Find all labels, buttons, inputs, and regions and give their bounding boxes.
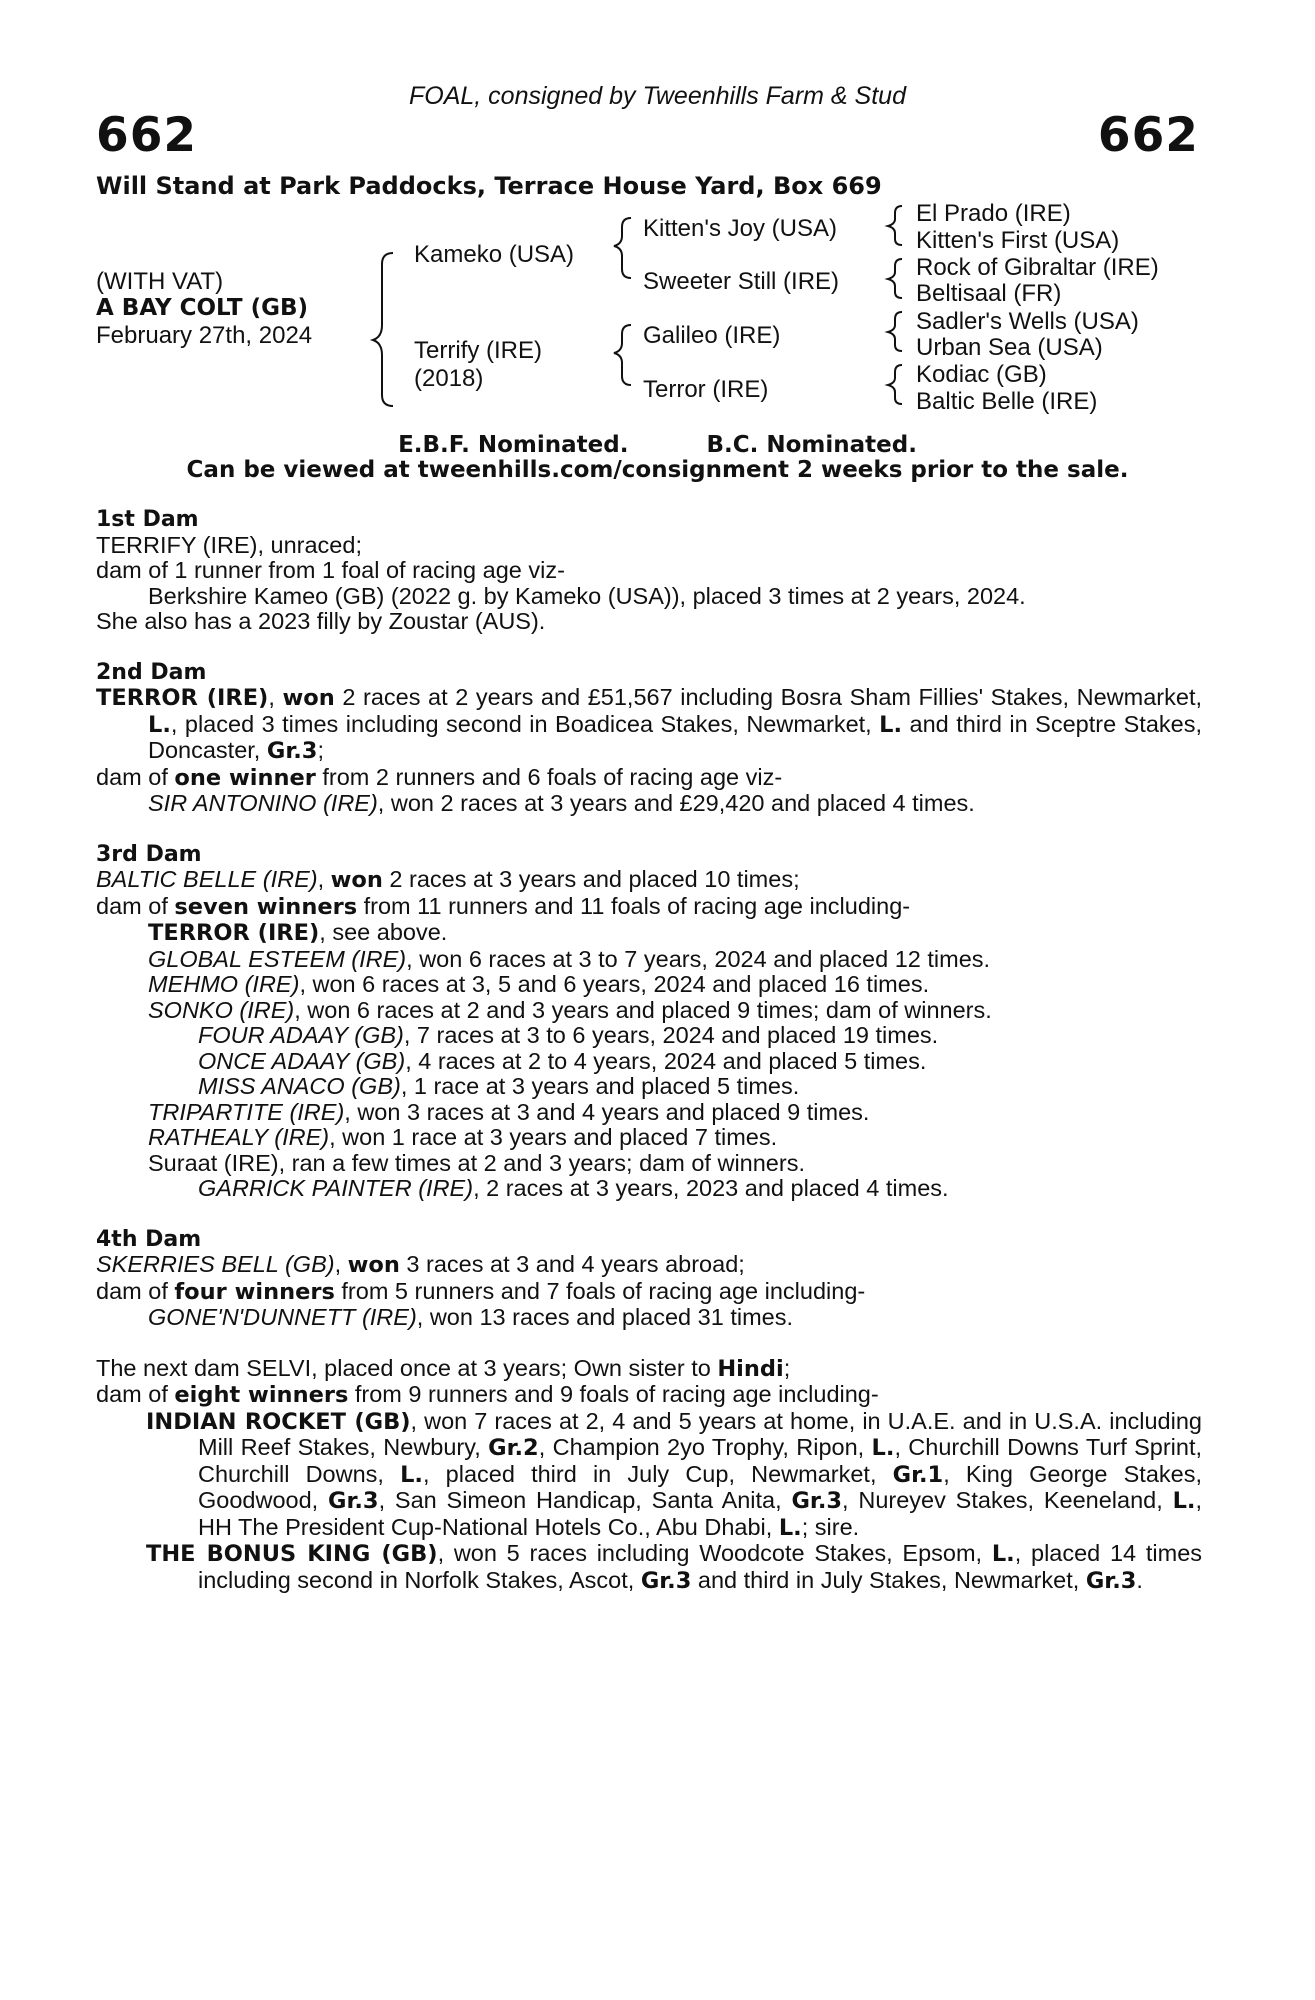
sire: Kameko (USA) [414,241,575,268]
dam-line-text [96,507,1202,1594]
pedigree-g3-4: Beltisaal (FR) [916,280,1062,307]
next-dam-produce-summary: dam of eight winners from 9 runners and 9 foals of racing age including- [96,1381,879,1408]
pedigree-g3-8: Baltic Belle (IRE) [916,388,1098,415]
third-dam-record: BALTIC BELLE (IRE), won 2 races at 3 years and placed 10 times; [96,866,800,893]
third-dam-offspring: TERROR (IRE), see above. [148,919,448,946]
third-dam-offspring: RATHEALY (IRE), won 1 race at 3 years and placed 7 times. [148,1124,778,1150]
fourth-dam-heading: 4th Dam [96,1226,202,1252]
first-dam-heading: 1st Dam [96,507,199,532]
pedigree-g3-7: Kodiac (GB) [916,361,1047,388]
dam-dam: Terror (IRE) [643,376,769,403]
second-dam-heading: 2nd Dam [96,659,207,685]
third-dam-grand-offspring: MISS ANACO (GB), 1 race at 3 years and placed 5 times. [198,1073,800,1099]
lot-number-right: 662 [1097,108,1199,163]
third-dam-heading: 3rd Dam [96,841,202,867]
third-dam-offspring: SONKO (IRE), won 6 races at 2 and 3 years and placed 9 times; dam of winners. [148,996,992,1023]
third-dam-grand-offspring: FOUR ADAAY (GB), 7 races at 3 to 6 years, 2024 and placed 19 times. [198,1022,939,1048]
second-dam-offspring: SIR ANTONINO (IRE), won 2 races at 3 years and £29,420 and placed 4 times. [148,790,975,816]
third-dam-produce-summary: dam of seven winners from 11 runners and 11 foals of racing age including- [96,892,911,920]
next-dam-offspring-indian-rocket: INDIAN ROCKET (GB), won 7 races at 2, 4 and 5 years at home, in U.A.E. and in U.S.A. including Mill Reef Stakes, Newbury, Gr.2, Champion 2yo Trophy, Ripon, L., Churchill Downs Turf Sprint, Churchill Downs, L., placed third in July Cup, Newmarket, Gr.1, King George Stakes, Goodwood, Gr.3, San Simeon Handicap, Santa Anita, Gr.3, Nureyev Stakes, Keeneland, L., HH The President Cup-National Hotels Co., Abu Dhabi, L.; sire. [146,1407,1203,1541]
third-dam-offspring: MEHMO (IRE), won 6 races at 3, 5 and 6 years, 2024 and placed 16 times. [148,971,930,997]
dam-sire: Galileo (IRE) [643,322,781,349]
dam: Terrify (IRE) [414,337,542,364]
pedigree-g3-1: El Prado (IRE) [916,200,1071,227]
fourth-dam-offspring: GONE'N'DUNNETT (IRE), won 13 races and placed 31 times. [148,1304,793,1330]
pedigree-g3-3: Rock of Gibraltar (IRE) [916,254,1159,281]
next-dam-offspring-bonus-king: THE BONUS KING (GB), won 5 races including Woodcote Stakes, Epsom, L., placed 14 times including second in Norfolk Stakes, Ascot, Gr.3 and third in July Stakes, Newmarket, Gr.3. [146,1540,1203,1594]
consignor-line: FOAL, consigned by Tweenhills Farm & Stud [409,82,906,110]
pedigree-g3-6: Urban Sea (USA) [916,334,1103,361]
viewing-note: Can be viewed at tweenhills.com/consignment 2 weeks prior to the sale. [186,457,1129,483]
nominations [0,432,1315,458]
third-dam-grand-offspring: GARRICK PAINTER (IRE), 2 races at 3 years, 2023 and placed 4 times. [198,1175,949,1201]
stabling-location: Will Stand at Park Paddocks, Terrace House Yard, Box 669 [96,172,882,200]
first-dam-foal: Berkshire Kameo (GB) (2022 g. by Kameko (USA)), placed 3 times at 2 years, 2024. [148,582,1026,609]
third-dam-offspring: Suraat (IRE), ran a few times at 2 and 3 years; dam of winners. [148,1149,805,1176]
first-dam-produce-summary: dam of 1 runner from 1 foal of racing age viz- [96,557,565,583]
pedigree-g3-2: Kitten's First (USA) [916,227,1120,254]
foaling-date: February 27th, 2024 [96,322,313,349]
fourth-dam-produce-summary: dam of four winners from 5 runners and 7 foals of racing age including- [96,1277,866,1305]
bc-nomination: B.C. Nominated. [706,432,917,458]
sire-dam: Sweeter Still (IRE) [643,268,840,295]
vat-note: (WITH VAT) [96,268,224,295]
pedigree-braces [0,0,1315,420]
pedigree-g3-5: Sadler's Wells (USA) [916,308,1139,335]
fourth-dam-record: SKERRIES BELL (GB), won 3 races at 3 and 4 years abroad; [96,1251,745,1278]
third-dam-offspring: TRIPARTITE (IRE), won 3 races at 3 and 4 years and placed 9 times. [148,1098,870,1125]
third-dam-grand-offspring: ONCE ADAAY (GB), 4 races at 2 to 4 years, 2024 and placed 5 times. [198,1047,927,1074]
next-dam-record: The next dam SELVI, placed once at 3 years; Own sister to Hindi; [96,1354,791,1382]
horse-name: A BAY COLT (GB) [96,295,309,321]
ebf-nomination: E.B.F. Nominated. [398,432,629,458]
sire-sire: Kitten's Joy (USA) [643,215,837,242]
second-dam-record: TERROR (IRE), won 2 races at 2 years and £51,567 including Bosra Sham Fillies' Stakes, Newmarket, L., placed 3 times including second in Boadicea Stakes, Newmarket, L. and third in Sceptre Stakes, Doncaster, Gr.3; [96,684,1203,764]
first-dam-line: TERRIFY (IRE), unraced; [96,531,362,558]
second-dam-produce-summary: dam of one winner from 2 runners and 6 foals of racing age viz- [96,763,783,791]
third-dam-offspring: GLOBAL ESTEEM (IRE), won 6 races at 3 to 7 years, 2024 and placed 12 times. [148,945,991,972]
dam-foaling-year: (2018) [414,365,484,392]
lot-number-left: 662 [96,108,198,163]
first-dam-yearling-note: She also has a 2023 filly by Zoustar (AUS). [96,608,546,634]
